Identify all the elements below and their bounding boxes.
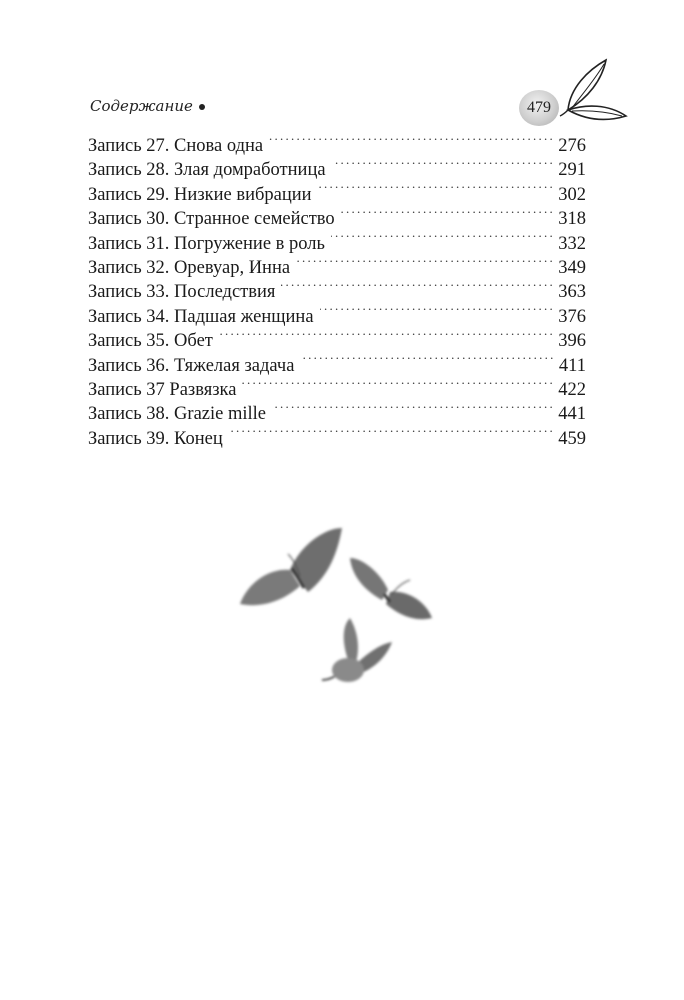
- dot-leader: [300, 351, 553, 371]
- page-number: 479: [527, 99, 551, 116]
- toc-entry-page: 302: [558, 184, 586, 205]
- toc-entry-page: 422: [558, 379, 586, 400]
- toc-entry: [88, 351, 586, 375]
- dot-leader: [296, 253, 552, 273]
- table-of-contents: [88, 131, 586, 448]
- toc-entry-title: Запись 29. Низкие вибрации: [88, 184, 312, 205]
- toc-entry: [88, 424, 586, 448]
- toc-entry-page: 291: [558, 160, 586, 181]
- dot-leader: [318, 180, 553, 200]
- toc-entry-title: Запись 27. Снова одна: [88, 136, 264, 156]
- section-title: Содержание: [90, 97, 193, 115]
- toc-entry-title: Запись 37 Развязка: [88, 379, 237, 400]
- dot-leader: [269, 131, 552, 151]
- toc-entry-page: 459: [558, 428, 586, 449]
- toc-entry-title: Запись 28. Злая домработница: [88, 160, 326, 181]
- toc-entry: [88, 131, 586, 155]
- dot-leader: [229, 424, 553, 444]
- dot-leader: [219, 326, 552, 346]
- toc-entry: [88, 399, 586, 423]
- toc-entry-page: 349: [558, 257, 586, 278]
- butterfly-icon: [350, 558, 432, 619]
- toc-entry: [88, 155, 586, 179]
- toc-entry-page: 376: [558, 306, 586, 327]
- butterfly-icon: [322, 618, 392, 682]
- page-number-badge: [519, 90, 559, 126]
- toc-entry: [88, 375, 586, 399]
- toc-entry-title: Запись 36. Тяжелая задача: [88, 355, 295, 376]
- toc-entry-page: 318: [558, 209, 586, 230]
- toc-entry-page: 332: [558, 233, 586, 254]
- toc-entry-title: Запись 33. Последствия: [88, 282, 276, 303]
- dot-leader: [332, 155, 553, 175]
- toc-entry: [88, 204, 586, 228]
- toc-entry-title: Запись 39. Конец: [88, 428, 223, 449]
- butterfly-icon: [240, 528, 342, 605]
- toc-entry: [88, 180, 586, 204]
- toc-entry-title: Запись 30. Странное семейство: [88, 209, 335, 230]
- toc-entry-page: 363: [558, 282, 586, 303]
- toc-entry-title: Запись 38. Grazie mille: [88, 404, 266, 425]
- dot-leader: [341, 204, 553, 224]
- dot-leader: [331, 229, 552, 249]
- toc-entry: [88, 229, 586, 253]
- leaf-icon: [558, 58, 630, 124]
- toc-entry-page: 411: [558, 355, 586, 376]
- toc-entry-title: Запись 32. Оревуар, Инна: [88, 257, 291, 278]
- toc-entry: [88, 302, 586, 326]
- dot-leader: [281, 277, 552, 297]
- toc-entry: [88, 253, 586, 277]
- running-head: [90, 97, 205, 115]
- dot-leader: [320, 302, 553, 322]
- bullet-icon: [199, 104, 205, 110]
- toc-entry-page: 441: [558, 404, 586, 425]
- toc-entry: [88, 277, 586, 301]
- butterflies-illustration: [230, 520, 450, 710]
- toc-entry-title: Запись 35. Обет: [88, 331, 213, 352]
- toc-entry-title: Запись 31. Погружение в роль: [88, 233, 325, 254]
- toc-entry-title: Запись 34. Падшая женщина: [88, 306, 314, 327]
- toc-entry-page: 276: [558, 136, 586, 156]
- toc-entry-page: 396: [558, 331, 586, 352]
- dot-leader: [242, 375, 552, 395]
- dot-leader: [272, 399, 552, 419]
- toc-entry: [88, 326, 586, 350]
